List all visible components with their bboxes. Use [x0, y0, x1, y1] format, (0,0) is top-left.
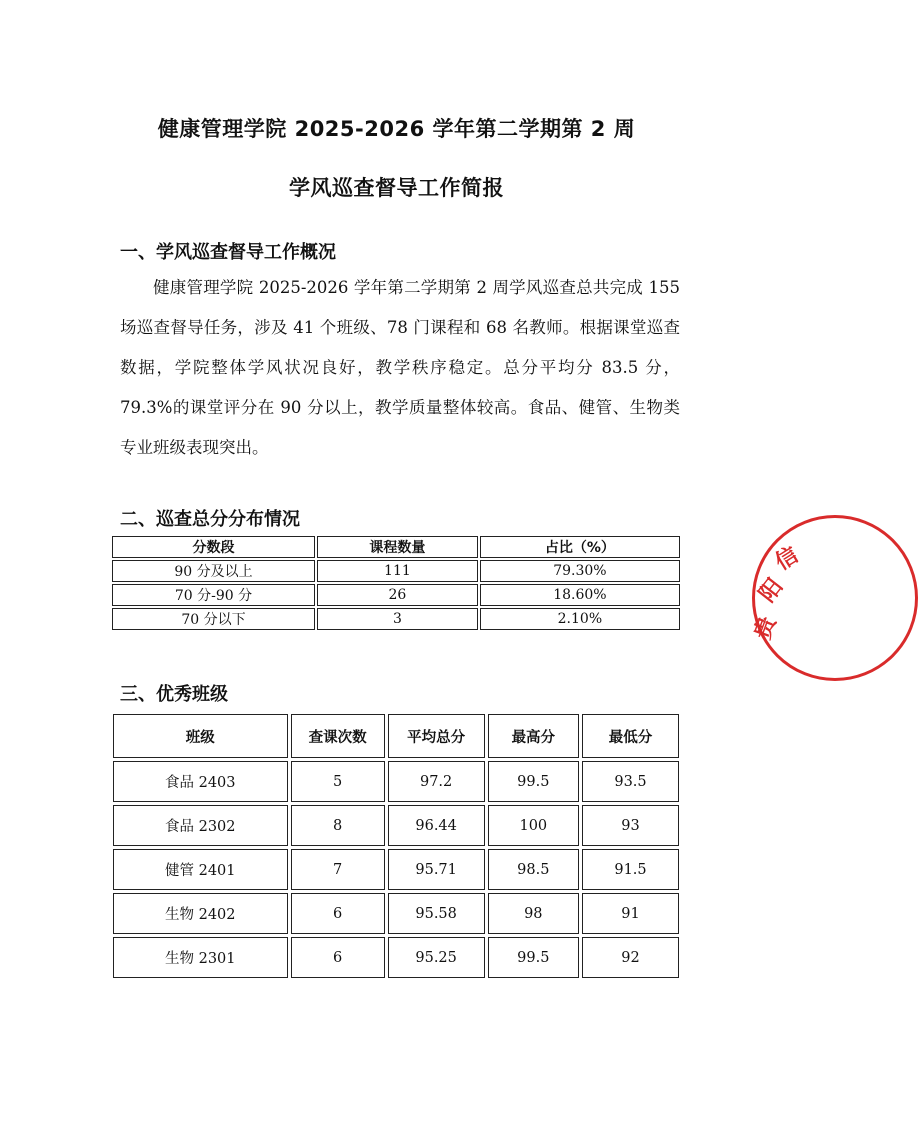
table-cell: 生物 2301 — [113, 937, 288, 978]
seal-char: 阳 — [754, 574, 789, 608]
table-cell: 99.5 — [488, 937, 579, 978]
table-cell: 95.71 — [388, 849, 485, 890]
table-cell: 2.10% — [480, 608, 680, 630]
table-cell: 111 — [317, 560, 478, 582]
section2-heading: 二、巡查总分分布情况 — [120, 509, 300, 530]
table-cell: 70 分-90 分 — [112, 584, 315, 606]
table-cell: 93.5 — [582, 761, 679, 802]
column-header: 分数段 — [112, 536, 315, 558]
document-title-line2: 学风巡查督导工作简报 — [289, 176, 504, 200]
excellent-classes-table — [110, 711, 682, 981]
table-cell: 食品 2302 — [113, 805, 288, 846]
column-header: 班级 — [113, 714, 288, 758]
score-distribution-table — [110, 534, 682, 632]
table-cell: 食品 2403 — [113, 761, 288, 802]
column-header: 占比（%） — [480, 536, 680, 558]
table-cell: 18.60% — [480, 584, 680, 606]
table-cell: 26 — [317, 584, 478, 606]
table-cell: 5 — [291, 761, 385, 802]
table-header-row — [112, 536, 680, 558]
table-header-row — [113, 714, 679, 758]
table-cell: 98.5 — [488, 849, 579, 890]
table-cell: 92 — [582, 937, 679, 978]
table-row — [112, 584, 680, 606]
seal-char: 贵 — [750, 613, 782, 643]
table-cell: 97.2 — [388, 761, 485, 802]
table-cell: 100 — [488, 805, 579, 846]
table-row — [113, 893, 679, 934]
column-header: 平均总分 — [388, 714, 485, 758]
table-cell: 95.25 — [388, 937, 485, 978]
table-cell: 8 — [291, 805, 385, 846]
table-cell: 95.58 — [388, 893, 485, 934]
column-header: 最低分 — [582, 714, 679, 758]
table-row — [113, 761, 679, 802]
official-seal-stamp — [752, 515, 918, 681]
table-row — [112, 608, 680, 630]
section1-paragraph: 健康管理学院 2025-2026 学年第二学期第 2 周学风巡查总共完成 155 场巡查督导任务，涉及 41 个班级、78 门课程和 68 名教师。根据课堂巡查数据，学院整体学风状况良好，教学秩序稳定。总分平均分 83.5 分，79.3%的课堂评分在 90 分以上，教学质量整体较高。食品、健管、生物类专业班级表现突出。 — [120, 278, 680, 457]
section3-heading: 三、优秀班级 — [120, 684, 228, 705]
section1-heading: 一、学风巡查督导工作概况 — [120, 242, 336, 263]
table-row — [112, 560, 680, 582]
document-title-line1: 健康管理学院 2025-2026 学年第二学期第 2 周 — [157, 117, 636, 141]
column-header: 查课次数 — [291, 714, 385, 758]
table-cell: 3 — [317, 608, 478, 630]
column-header: 最高分 — [488, 714, 579, 758]
table-cell: 91.5 — [582, 849, 679, 890]
table-row — [113, 805, 679, 846]
table-cell: 90 分及以上 — [112, 560, 315, 582]
column-header: 课程数量 — [317, 536, 478, 558]
table-cell: 91 — [582, 893, 679, 934]
table-row — [113, 937, 679, 978]
table-cell: 70 分以下 — [112, 608, 315, 630]
table-cell: 生物 2402 — [113, 893, 288, 934]
table-cell: 6 — [291, 937, 385, 978]
table-cell: 99.5 — [488, 761, 579, 802]
table-cell: 93 — [582, 805, 679, 846]
table-cell: 79.30% — [480, 560, 680, 582]
table-cell: 健管 2401 — [113, 849, 288, 890]
seal-char: 信 — [771, 542, 804, 576]
table-cell: 98 — [488, 893, 579, 934]
table-cell: 7 — [291, 849, 385, 890]
table-cell: 6 — [291, 893, 385, 934]
table-cell: 96.44 — [388, 805, 485, 846]
table-row — [113, 849, 679, 890]
